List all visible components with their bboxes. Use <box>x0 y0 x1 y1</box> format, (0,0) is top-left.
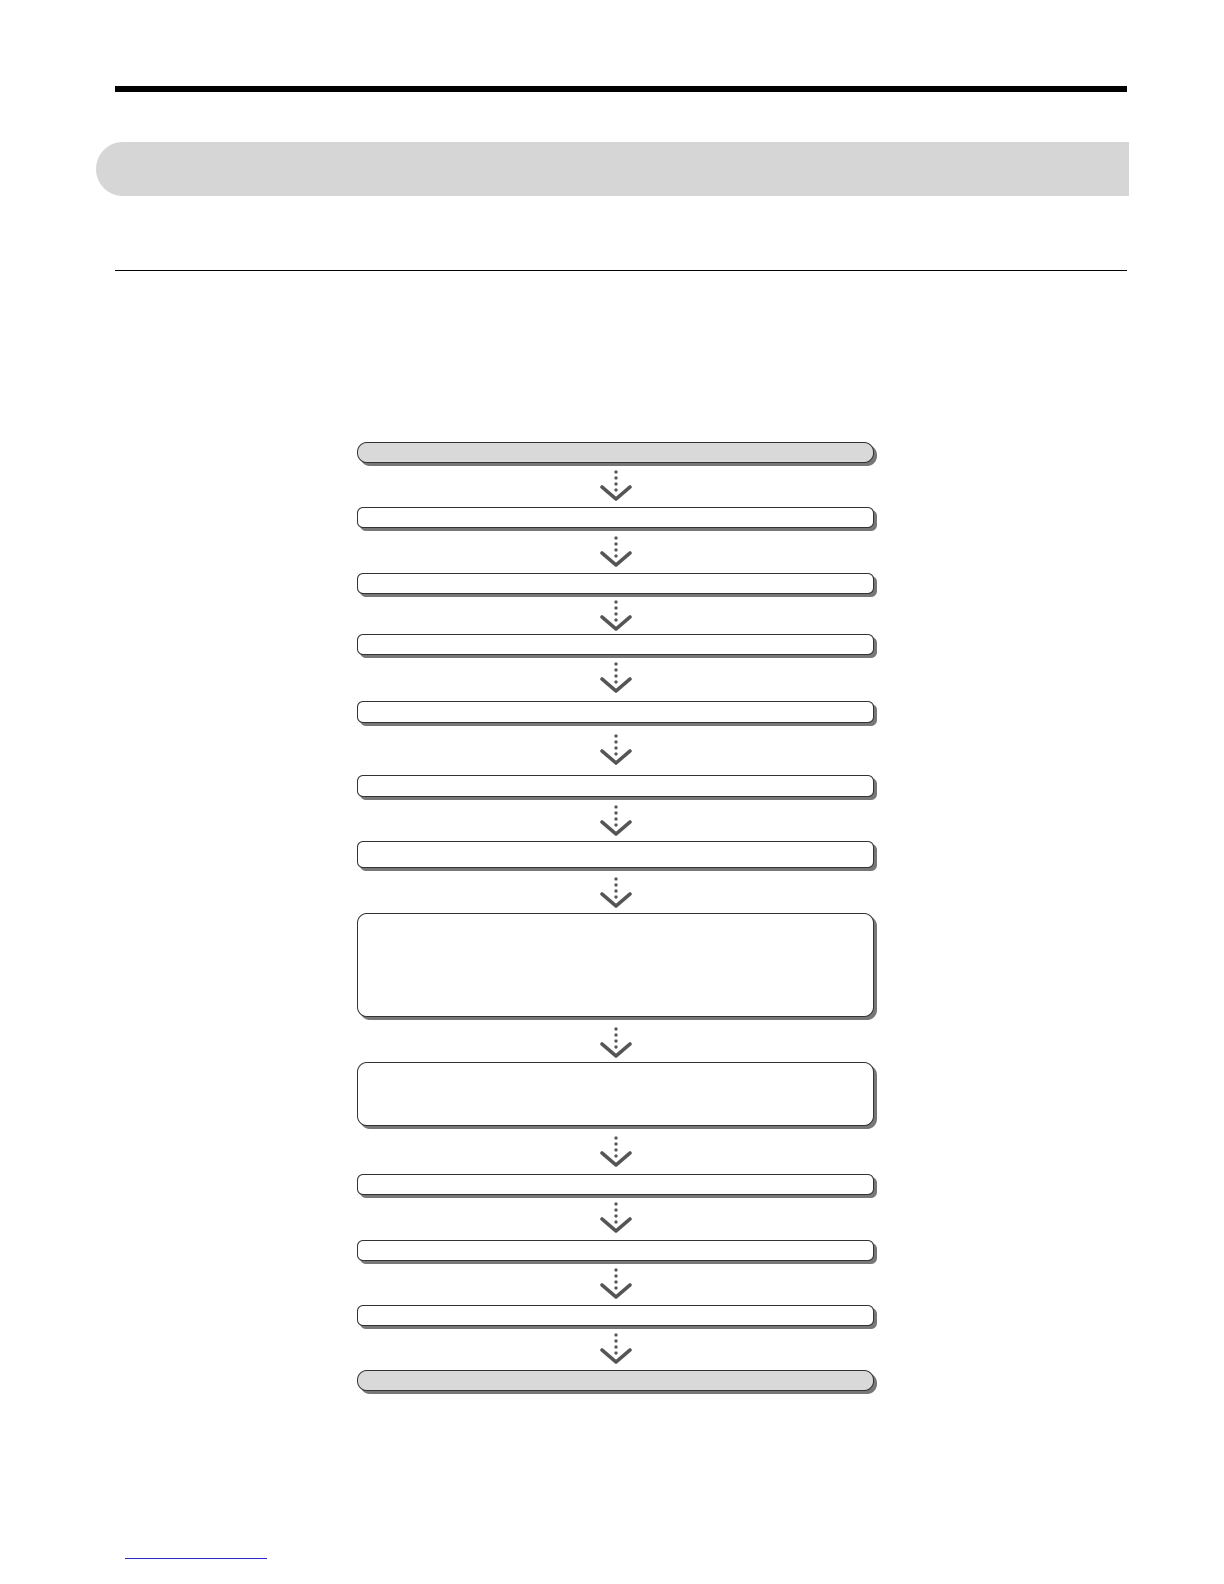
top-rule <box>115 86 1127 92</box>
flow-step-13 <box>357 1370 874 1391</box>
flow-step-2 <box>357 507 874 528</box>
down-arrow-icon <box>598 1135 634 1169</box>
down-arrow-icon <box>598 599 634 633</box>
down-arrow-icon <box>598 535 634 569</box>
flow-step-4 <box>357 634 874 655</box>
footer-link-underline[interactable] <box>125 1558 267 1559</box>
flow-step-9 <box>357 1062 874 1126</box>
flow-step-11 <box>357 1240 874 1261</box>
flow-step-1 <box>357 442 874 463</box>
down-arrow-icon <box>598 1267 634 1301</box>
down-arrow-icon <box>598 804 634 838</box>
subsection-rule <box>115 270 1127 271</box>
down-arrow-icon <box>598 661 634 695</box>
down-arrow-icon <box>598 876 634 910</box>
down-arrow-icon <box>598 733 634 767</box>
down-arrow-icon <box>598 1026 634 1060</box>
flow-step-8 <box>357 913 874 1017</box>
section-header-band <box>96 142 1129 196</box>
flow-step-6 <box>357 775 874 797</box>
flow-step-7 <box>357 841 874 868</box>
down-arrow-icon <box>598 1201 634 1235</box>
flow-step-5 <box>357 701 874 723</box>
flow-step-3 <box>357 573 874 594</box>
down-arrow-icon <box>598 469 634 503</box>
flow-step-10 <box>357 1174 874 1195</box>
down-arrow-icon <box>598 1332 634 1366</box>
flow-step-12 <box>357 1305 874 1326</box>
